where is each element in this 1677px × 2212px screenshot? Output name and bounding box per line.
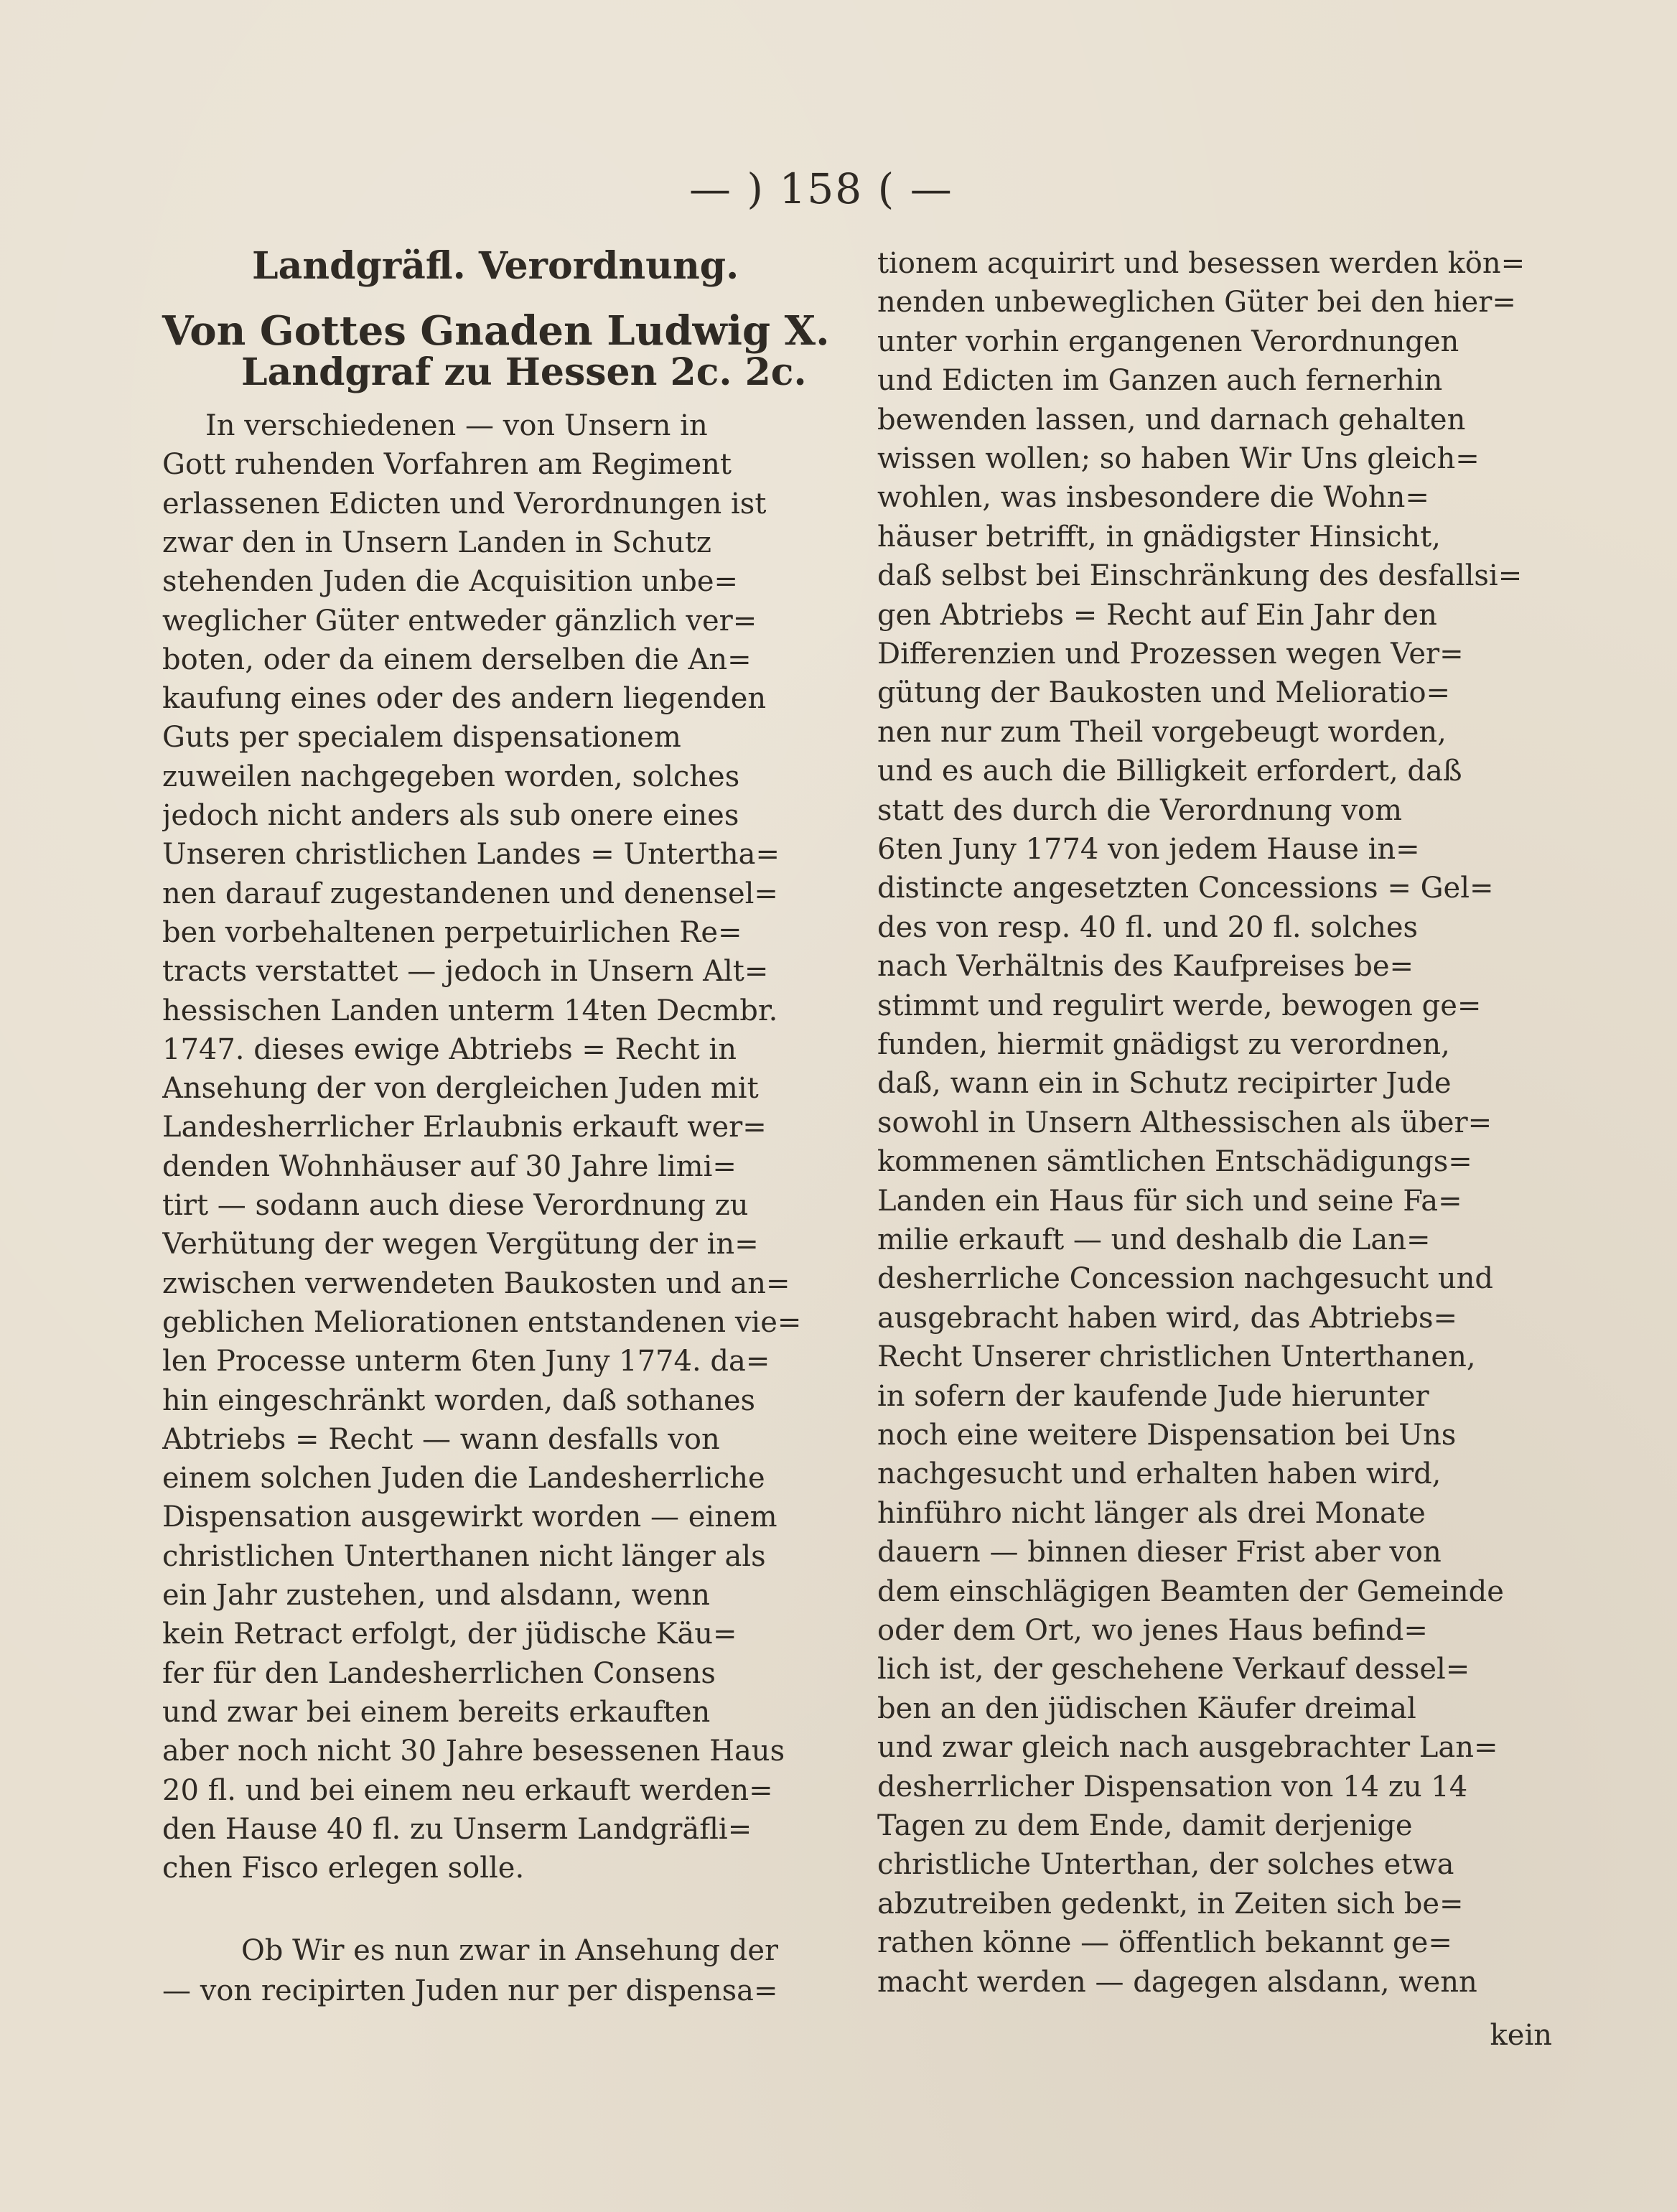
text-line: lich ist, der geschehene Verkauf dessel=: [877, 1653, 1470, 1686]
text-line: In verschiedenen — von Unsern in: [205, 409, 708, 442]
text-line: milie erkauft — und deshalb die Lan=: [877, 1223, 1431, 1256]
ordinance-heading: Landgräfl. Verordnung.: [252, 244, 739, 288]
text-line: abzutreiben gedenkt, in Zeiten sich be=: [877, 1887, 1464, 1921]
text-line: len Processe unterm 6ten Juny 1774. da=: [162, 1345, 770, 1378]
text-line: des von resp. 40 fl. und 20 fl. solches: [877, 910, 1419, 944]
text-line: geblichen Meliorationen entstandenen vie=: [162, 1305, 802, 1339]
text-line: nach Verhältnis des Kaufpreises be=: [877, 950, 1414, 984]
text-line: kaufung eines oder des andern liegenden: [162, 682, 767, 716]
text-line: rathen könne — öffentlich bekannt ge=: [877, 1926, 1452, 1960]
text-line: hin eingeschränkt worden, daß sothanes: [162, 1383, 756, 1417]
text-line: weglicher Güter entweder gänzlich ver=: [162, 604, 757, 638]
text-line: noch eine weitere Dispensation bei Uns: [877, 1419, 1457, 1452]
text-line: macht werden — dagegen alsdann, wenn: [877, 1965, 1477, 1999]
text-line: und Edicten im Ganzen auch fernerhin: [877, 364, 1443, 398]
text-line: unter vorhin ergangenen Verordnungen: [877, 325, 1459, 358]
text-line: ein Jahr zustehen, und alsdann, wenn: [162, 1579, 711, 1612]
text-line: und zwar gleich nach ausgebrachter Lan=: [877, 1731, 1498, 1765]
text-line: Differenzien und Prozessen wegen Ver=: [877, 638, 1464, 671]
text-line: hessischen Landen unterm 14ten Decmbr.: [162, 994, 778, 1027]
text-line: dem einschlägigen Beamten der Gemeinde: [877, 1574, 1504, 1608]
text-line: Unseren christlichen Landes = Untertha=: [162, 838, 780, 872]
text-line: funden, hiermit gnädigst zu verordnen,: [877, 1028, 1450, 1061]
text-line: stehenden Juden die Acquisition unbe=: [162, 565, 739, 599]
text-line: erlassenen Edicten und Verordnungen ist: [162, 487, 767, 521]
text-line: häuser betrifft, in gnädigster Hinsicht,: [877, 520, 1441, 554]
text-line: 20 fl. und bei einem neu erkauft werden=: [162, 1773, 773, 1807]
text-line: gen Abtriebs = Recht auf Ein Jahr den: [877, 598, 1437, 632]
text-line: nen darauf zugestandenen und denensel=: [162, 877, 778, 910]
text-line: daß selbst bei Einschränkung des desfallsi=: [877, 559, 1523, 593]
text-line: nenden unbeweglichen Güter bei den hier=: [877, 286, 1516, 319]
text-line: 6ten Juny 1774 von jedem Hause in=: [877, 833, 1420, 866]
text-line: fer für den Landesherrlichen Consens: [162, 1656, 716, 1690]
title-line-2: Landgraf zu Hessen 2c. 2c.: [241, 350, 807, 394]
text-line: desherrliche Concession nachgesucht und: [877, 1262, 1493, 1296]
text-line: denden Wohnhäuser auf 30 Jahre limi=: [162, 1149, 737, 1183]
text-line: tirt — sodann auch diese Verordnung zu: [162, 1189, 749, 1222]
text-line: kein Retract erfolgt, der jüdische Käu=: [162, 1618, 737, 1651]
text-line: christlichen Unterthanen nicht länger als: [162, 1539, 766, 1573]
text-line: wohlen, was insbesondere die Wohn=: [877, 481, 1429, 515]
text-line: Gott ruhenden Vorfahren am Regiment: [162, 448, 732, 482]
text-line: hinführo nicht länger als drei Monate: [877, 1496, 1426, 1530]
text-line: wissen wollen; so haben Wir Uns gleich=: [877, 442, 1480, 475]
text-line: einem solchen Juden die Landesherrliche: [162, 1462, 765, 1495]
text-line: chen Fisco erlegen solle.: [162, 1852, 525, 1885]
text-line: — von recipirten Juden nur per dispensa=: [162, 1974, 778, 2007]
text-line: in sofern der kaufende Jude hierunter: [877, 1379, 1429, 1413]
text-line: bewenden lassen, und darnach gehalten: [877, 403, 1466, 437]
text-line: und es auch die Billigkeit erfordert, daß: [877, 755, 1462, 788]
text-line: nen nur zum Theil vorgebeugt worden,: [877, 715, 1447, 749]
text-line: Abtriebs = Recht — wann desfalls von: [162, 1422, 720, 1456]
text-line: christliche Unterthan, der solches etwa: [877, 1848, 1454, 1882]
text-line: statt des durch die Verordnung vom: [877, 793, 1403, 827]
text-line: sowohl in Unsern Althessischen als über=: [877, 1106, 1493, 1139]
text-line: tionem acquirirt und besessen werden kön=: [877, 247, 1526, 280]
text-line: daß, wann ein in Schutz recipirter Jude: [877, 1067, 1452, 1101]
text-line: den Hause 40 fl. zu Unserm Landgräfli=: [162, 1812, 752, 1846]
text-line: zwischen verwendeten Baukosten und an=: [162, 1266, 790, 1300]
text-line: aber noch nicht 30 Jahre besessenen Haus: [162, 1735, 785, 1768]
text-line: kommenen sämtlichen Entschädigungs=: [877, 1145, 1472, 1179]
text-line: Verhütung der wegen Vergütung der in=: [162, 1228, 759, 1261]
title-line-1: Von Gottes Gnaden Ludwig X.: [162, 307, 830, 355]
text-line: ben vorbehaltenen perpetuirlichen Re=: [162, 915, 742, 949]
text-line: oder dem Ort, wo jenes Haus befind=: [877, 1614, 1428, 1647]
text-line: Guts per specialem dispensationem: [162, 721, 681, 755]
text-line: dauern — binnen dieser Frist aber von: [877, 1536, 1442, 1569]
text-line: desherrlicher Dispensation von 14 zu 14: [877, 1770, 1468, 1803]
page-number-header: — ) 158 ( —: [689, 164, 953, 213]
text-line: distincte angesetzten Concessions = Gel=: [877, 872, 1494, 905]
text-line: zwar den in Unsern Landen in Schutz: [162, 526, 711, 559]
text-line: boten, oder da einem derselben die An=: [162, 643, 752, 676]
text-line: nachgesucht und erhalten haben wird,: [877, 1457, 1442, 1491]
text-line: und zwar bei einem bereits erkauften: [162, 1695, 711, 1729]
text-line: Ob Wir es nun zwar in Ansehung der: [241, 1934, 779, 1967]
text-line: zuweilen nachgegeben worden, solches: [162, 760, 740, 793]
text-line: ben an den jüdischen Käufer dreimal: [877, 1691, 1416, 1725]
text-line: Tagen zu dem Ende, damit derjenige: [877, 1809, 1413, 1842]
text-line: Landen ein Haus für sich und seine Fa=: [877, 1184, 1462, 1218]
catchword: kein: [1490, 2019, 1552, 2052]
text-line: gütung der Baukosten und Melioratio=: [877, 676, 1451, 710]
text-line: 1747. dieses ewige Abtriebs = Recht in: [162, 1032, 737, 1066]
text-line: Recht Unserer christlichen Unterthanen,: [877, 1340, 1476, 1374]
text-line: tracts verstattet — jedoch in Unsern Alt=: [162, 955, 769, 989]
text-line: Dispensation ausgewirkt worden — einem: [162, 1501, 777, 1534]
text-line: Landesherrlicher Erlaubnis erkauft wer=: [162, 1111, 767, 1144]
text-line: jedoch nicht anders als sub onere eines: [162, 799, 739, 832]
text-line: stimmt und regulirt werde, bewogen ge=: [877, 989, 1482, 1022]
text-line: ausgebracht haben wird, das Abtriebs=: [877, 1301, 1457, 1335]
text-line: Ansehung der von dergleichen Juden mit: [162, 1072, 759, 1106]
